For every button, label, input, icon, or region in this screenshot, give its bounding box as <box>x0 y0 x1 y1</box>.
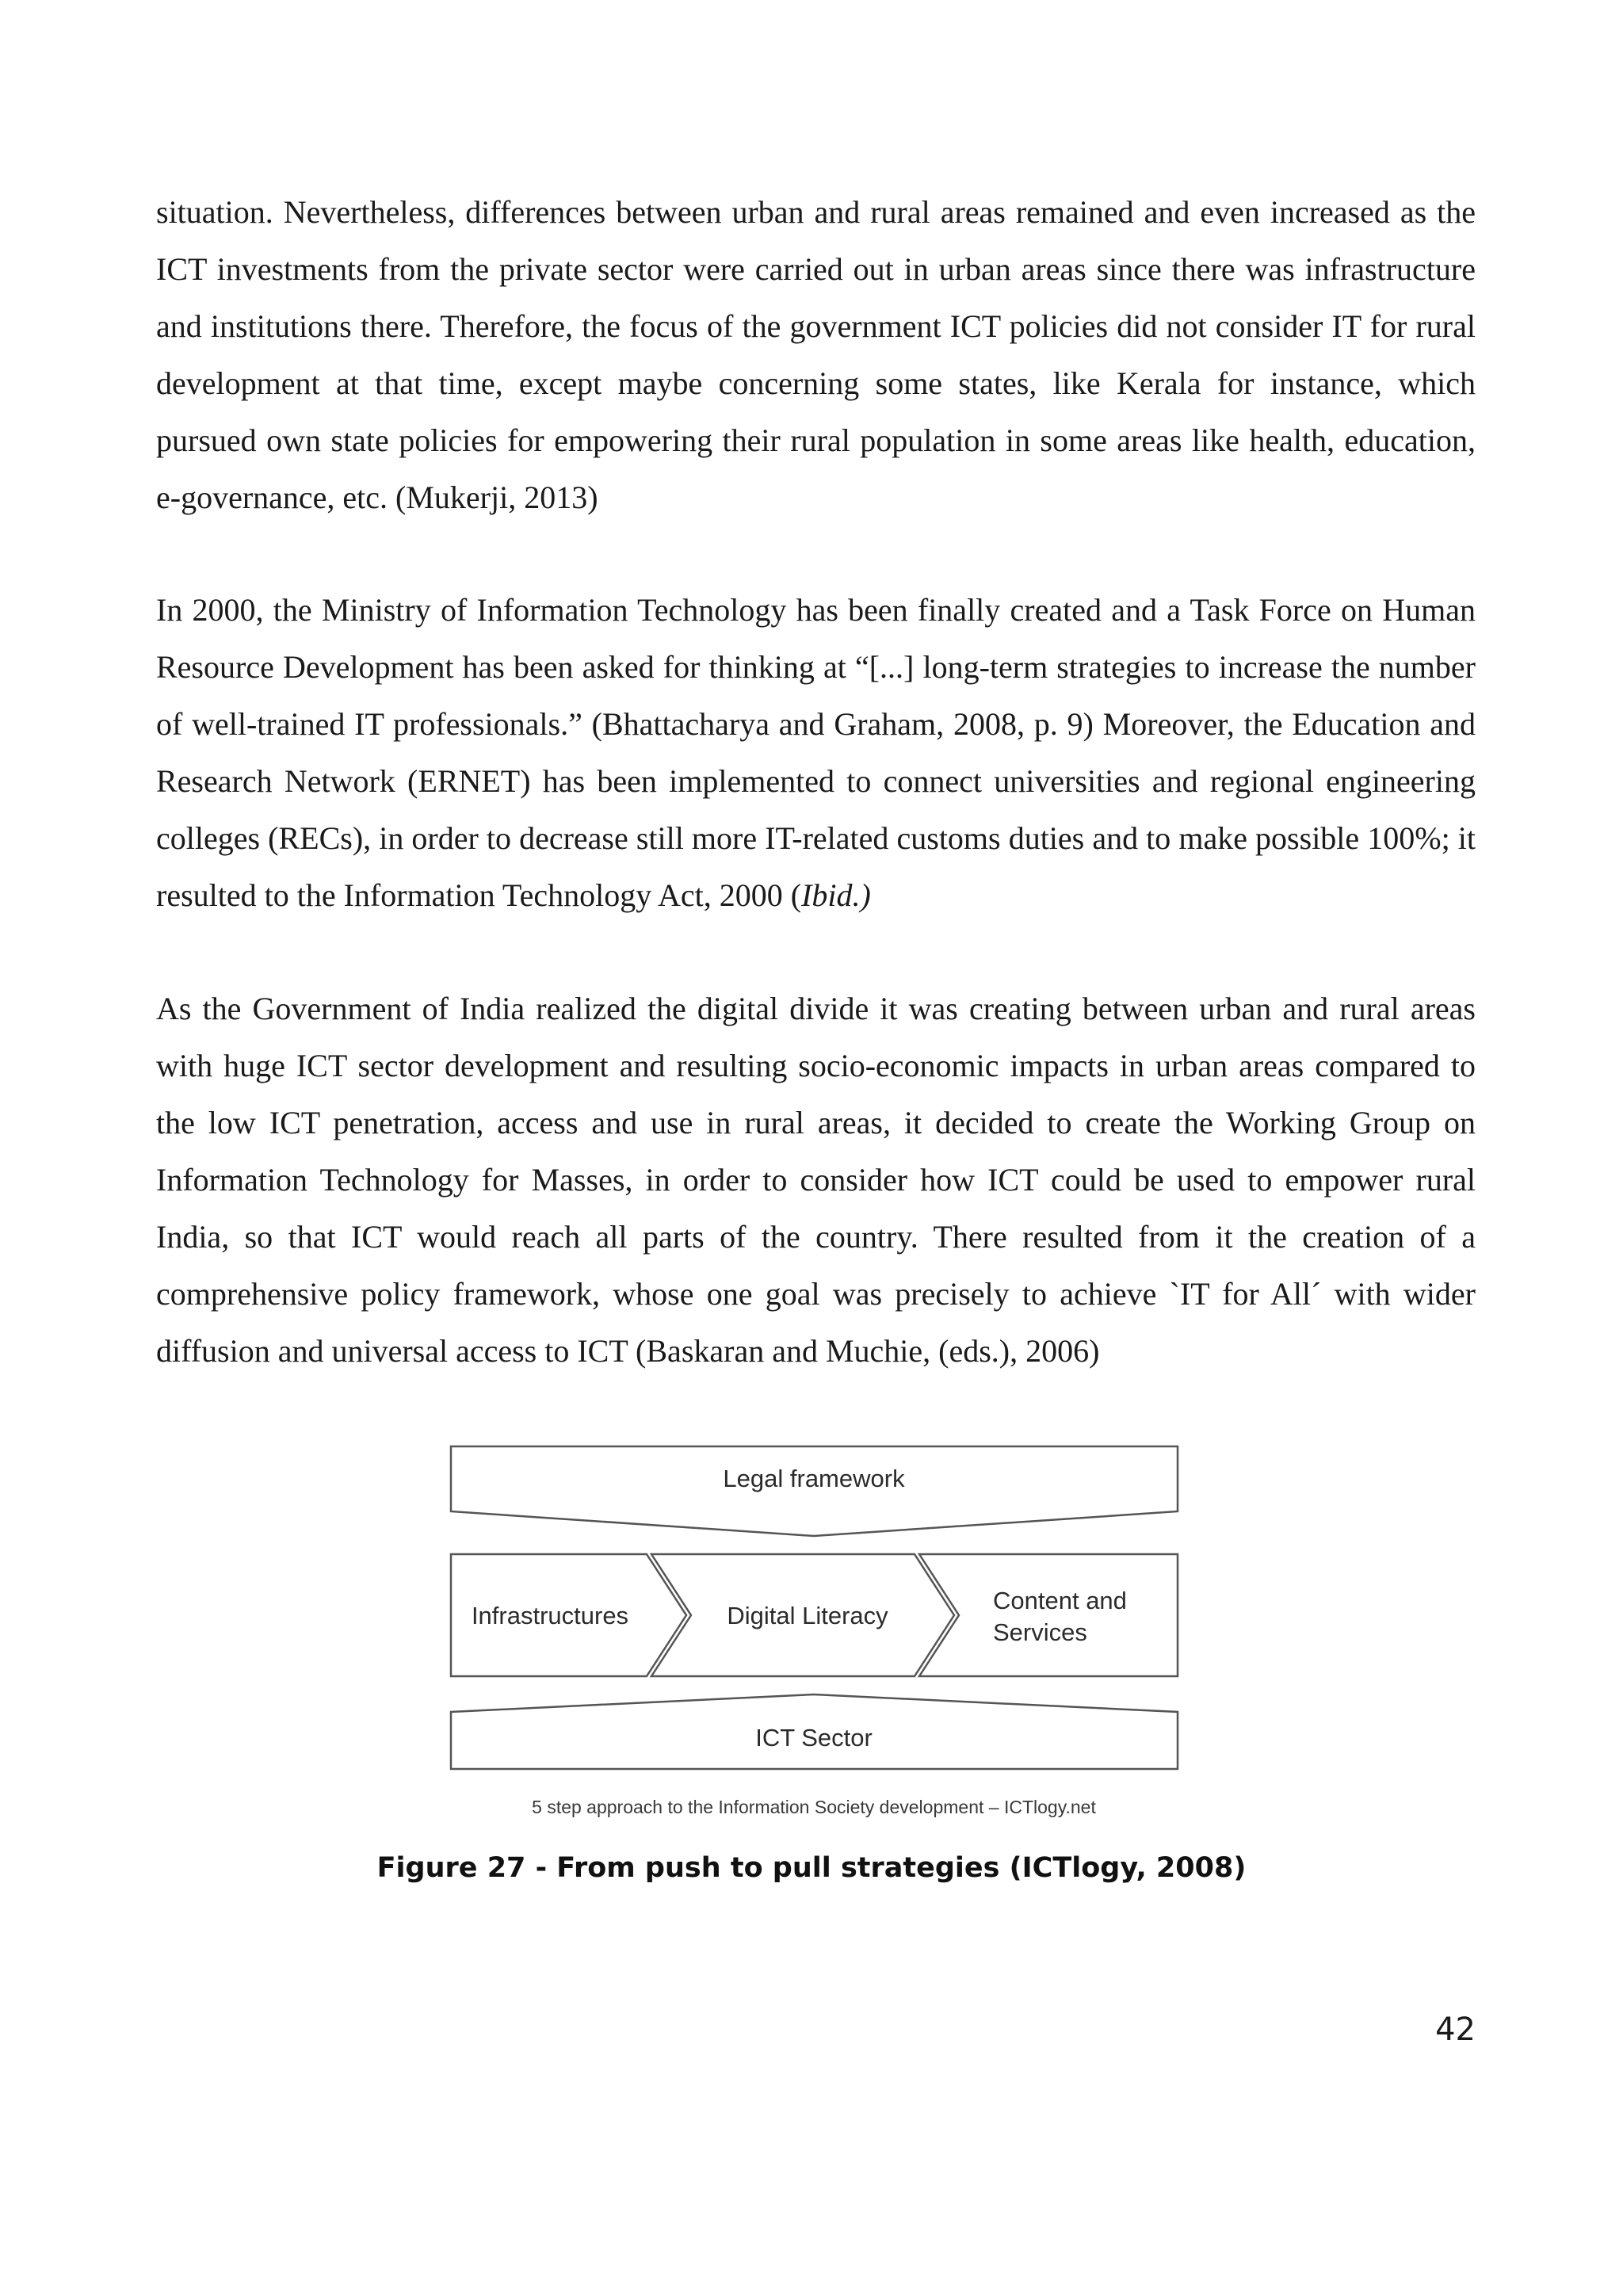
digital-literacy-label: Digital Literacy <box>727 1602 888 1629</box>
paragraph-1: situation. Nevertheless, differences between urban and rural areas remained and even increased as the ICT investments from the private sector were carried out in urban areas since there was infrastructure and institutions there. Therefore, the focus of the government ICT policies did not consider IT for rural development at that time, except maybe concerning some states, like Kerala for instance, which pursued own state policies for empowering their rural population in some areas like health, education, e-governance, etc. (Mukerji, 2013) <box>156 194 1476 515</box>
figure-caption: Figure 27 - From push to pull strategies (ICTlogy, 2008) <box>376 1852 1247 1884</box>
content-services-line-1: Content and <box>993 1587 1127 1614</box>
figure-source-text: 5 step approach to the Information Society development – ICTlogy.net <box>532 1797 1096 1817</box>
paragraph-2 <box>156 582 1476 924</box>
legal-framework-label: Legal framework <box>723 1465 905 1492</box>
paragraph-3: As the Government of India realized the digital divide it was creating between urban and rural areas with huge ICT sector development and resulting socio-economic impacts in urban areas compared to the low ICT penetration, access and use in rural areas, it decided to create the Working Group on Information Technology for Masses, in order to consider how ICT could be used to empower rural India, so that ICT would reach all parts of the country. There resulted from it the creation of a comprehensive policy framework, whose one goal was precisely to achieve `IT for All´ with wider diffusion and universal access to ICT (Baskaran and Muchie, (eds.), 2006) <box>156 991 1476 1369</box>
content-services-shape <box>919 1554 1178 1676</box>
ict-sector-label: ICT Sector <box>755 1724 873 1752</box>
ibid-reference: Ibid.) <box>801 877 871 913</box>
infrastructures-label: Infrastructures <box>471 1602 629 1629</box>
page-number: 42 <box>1435 2011 1476 2048</box>
figure-27-diagram <box>444 1442 1189 1823</box>
content-services-line-2: Services <box>993 1618 1087 1646</box>
paragraph-2-text: In 2000, the Ministry of Information Technology has been finally created and a Task Force on Human Resource Development has been asked for thinking at “[...] long-term strategies to increase the number of well-trained IT professionals.” (Bhattacharya and Graham, 2008, p. 9) Moreover, the Education and Research Network (ERNET) has been implemented to connect universities and regional engineering colleges (RECs), in order to decrease still more IT-related customs duties and to make possible 100%; it resulted to the Information Technology Act, 2000 ( <box>156 592 1476 913</box>
diagram-svg <box>444 1442 1189 1823</box>
